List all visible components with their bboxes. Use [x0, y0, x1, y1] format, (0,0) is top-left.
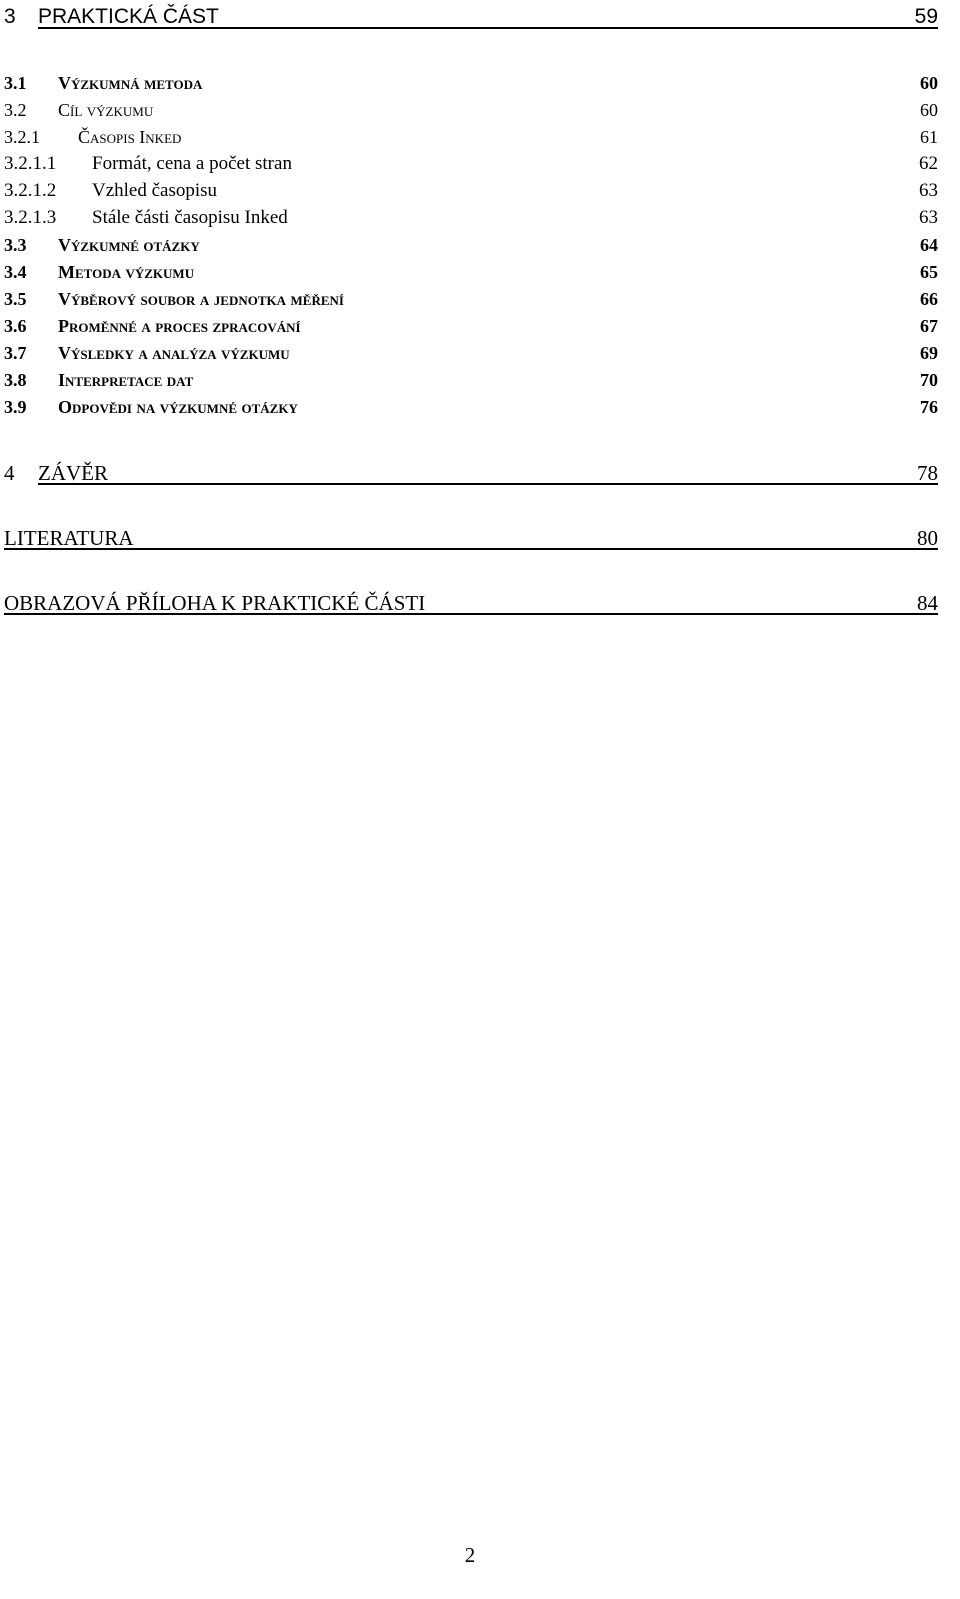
toc-chapter-title: ZÁVĚR: [38, 461, 108, 485]
toc-chapter-title: OBRAZOVÁ PŘÍLOHA K PRAKTICKÉ ČÁSTI: [4, 591, 426, 615]
toc-chapter-number: 3: [4, 5, 16, 28]
toc-entry-title: Vzhled časopisu: [92, 180, 218, 201]
toc-entry-title: Výzkumné otázky: [58, 235, 200, 255]
toc-entry-title: Výběrový soubor a jednotka měření: [58, 289, 344, 309]
toc-entry-3-2-1-3[interactable]: [4, 205, 938, 231]
toc-chapter-3[interactable]: [4, 4, 938, 30]
toc-page-number: 67: [920, 316, 938, 336]
toc-page-number: 63: [919, 180, 938, 201]
toc-chapter-4[interactable]: [4, 460, 938, 486]
toc-chapter-number: 4: [4, 461, 15, 485]
toc-entry-title: Výzkumná metoda: [58, 73, 203, 93]
toc-page-number: 78: [917, 461, 938, 485]
toc-entry-number: 3.2.1: [4, 127, 40, 147]
toc-entry-title: Metoda výzkumu: [58, 262, 195, 282]
toc-entry-3-2-1-1[interactable]: [4, 151, 938, 177]
toc-page-number: 70: [920, 370, 938, 390]
toc-page-number: 65: [920, 262, 938, 282]
toc-entry-title: Cíl výzkumu: [58, 100, 154, 120]
toc-appendix[interactable]: [4, 590, 938, 616]
toc-entry-3-8[interactable]: [4, 367, 938, 393]
toc-entry-3-2-1-2[interactable]: [4, 178, 938, 204]
toc-entry-number: 3.5: [4, 289, 27, 309]
toc-entry-title: Proměnné a proces zpracování: [58, 316, 301, 336]
toc-page-number: 62: [919, 153, 938, 174]
toc-entry-title: Výsledky a analýza výzkumu: [58, 343, 290, 363]
toc-entry-number: 3.1: [4, 73, 27, 93]
toc-entry-title: Časopis Inked: [78, 127, 182, 147]
toc-underline: [4, 613, 938, 615]
toc-page-number: 59: [914, 5, 938, 28]
toc-entry-3-9[interactable]: [4, 394, 938, 420]
toc-entry-number: 3.4: [4, 262, 27, 282]
toc-entry-3-5[interactable]: [4, 286, 938, 312]
toc-entry-number: 3.8: [4, 370, 27, 390]
toc-entry-3-3[interactable]: [4, 232, 938, 258]
toc-entry-3-2[interactable]: [4, 97, 938, 123]
toc-page-number: 61: [920, 127, 938, 147]
page-number: 2: [464, 1543, 476, 1567]
toc-entry-number: 3.2: [4, 100, 27, 120]
toc-page-number: 60: [920, 73, 938, 93]
toc-entry-3-4[interactable]: [4, 259, 938, 285]
toc-chapter-title: LITERATURA: [4, 526, 134, 550]
toc-page-number: 66: [920, 289, 938, 309]
toc-entry-title: Formát, cena a počet stran: [92, 153, 292, 174]
toc-entry-title: Interpretace dat: [58, 370, 194, 390]
toc-entry-number: 3.2.1.3: [4, 207, 57, 228]
toc-page-number: 84: [917, 591, 938, 615]
toc-page-number: 80: [917, 526, 938, 550]
toc-entry-3-6[interactable]: [4, 313, 938, 339]
toc-entry-number: 3.3: [4, 235, 27, 255]
toc-entry-title: Odpovědi na výzkumné otázky: [58, 397, 298, 417]
toc-page-number: 64: [920, 235, 938, 255]
toc-page-number: 60: [920, 100, 938, 120]
toc-page-number: 63: [919, 207, 938, 228]
toc-underline: [4, 548, 938, 550]
toc-entry-3-2-1[interactable]: [4, 124, 938, 150]
toc-underline: [38, 483, 938, 485]
toc-page-number: 69: [920, 343, 938, 363]
toc-page-number: 76: [920, 397, 938, 417]
toc-entry-number: 3.2.1.1: [4, 153, 57, 174]
toc-chapter-title: PRAKTICKÁ ČÁST: [38, 5, 219, 28]
toc-entry-title: Stále části časopisu Inked: [92, 207, 288, 228]
toc-underline: [38, 27, 938, 29]
toc-entry-number: 3.9: [4, 397, 27, 417]
toc-literature[interactable]: [4, 525, 938, 551]
toc-entry-number: 3.6: [4, 316, 27, 336]
toc-entry-3-7[interactable]: [4, 340, 938, 366]
toc-entry-3-1[interactable]: [4, 70, 938, 96]
toc-entry-number: 3.7: [4, 343, 27, 363]
toc-entry-number: 3.2.1.2: [4, 180, 57, 201]
